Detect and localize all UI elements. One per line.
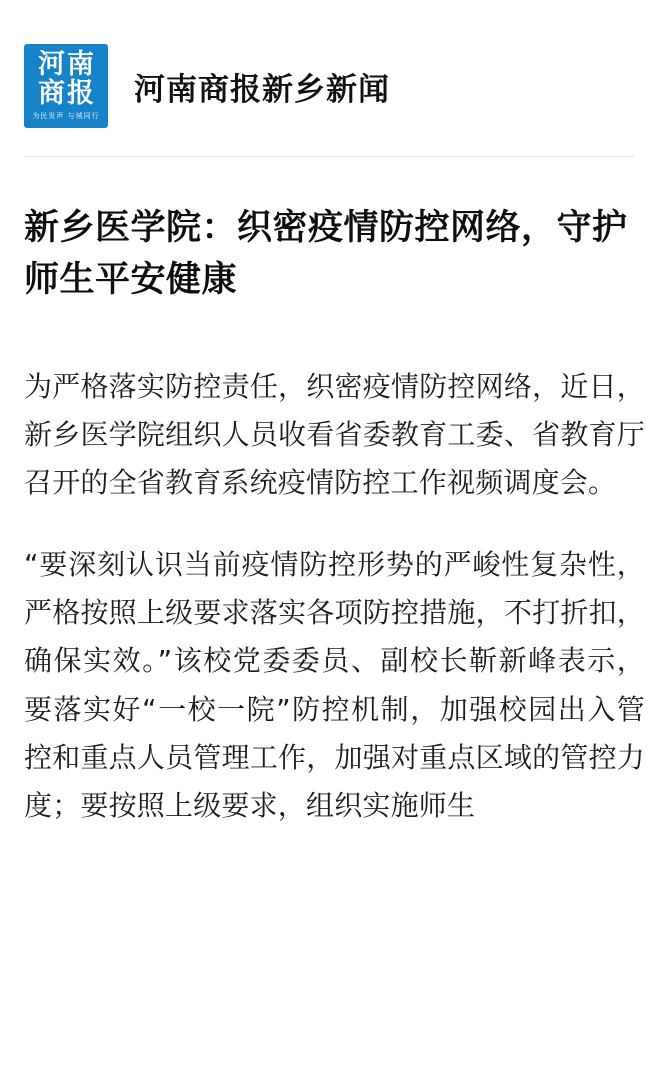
logo-row-bottom — [38, 77, 94, 109]
site-header — [24, 0, 645, 156]
article-paragraph: 为严格落实防控责任，织密疫情防控网络，近日，新乡医学院组织人员收看省委教育工委、省教育厅召开的全省教育系统疫情防控工作视频调度会。 — [24, 369, 645, 499]
header-divider — [24, 156, 635, 157]
logo-slogan: 为民发声 与城同行 — [32, 111, 100, 120]
logo-char-2: 南 — [67, 49, 94, 81]
logo-char-1: 河 — [38, 49, 65, 81]
logo-characters — [38, 51, 94, 108]
logo-char-4: 报 — [67, 77, 94, 109]
page-title: 新乡医学院：织密疫情防控网络，守护师生平安健康 — [24, 208, 628, 300]
article-paragraph: “要深刻认识当前疫情防控形势的严峻性复杂性，严格按照上级要求落实各项防控措施，不打折扣，确保实效。”该校党委委员、副校长靳新峰表示，要落实好“一校一院”防控机制，加强校园出入管控和重点人员管理工作，加强对重点区域的管控力度；要按照上级要求，组织实施师生 — [24, 548, 645, 822]
logo-row-top — [38, 51, 94, 79]
brand-title: 河南商报新乡新闻 — [134, 71, 390, 108]
henan-shangbao-logo-icon — [24, 44, 108, 128]
logo-char-3: 商 — [38, 77, 65, 109]
article-body — [24, 363, 645, 830]
